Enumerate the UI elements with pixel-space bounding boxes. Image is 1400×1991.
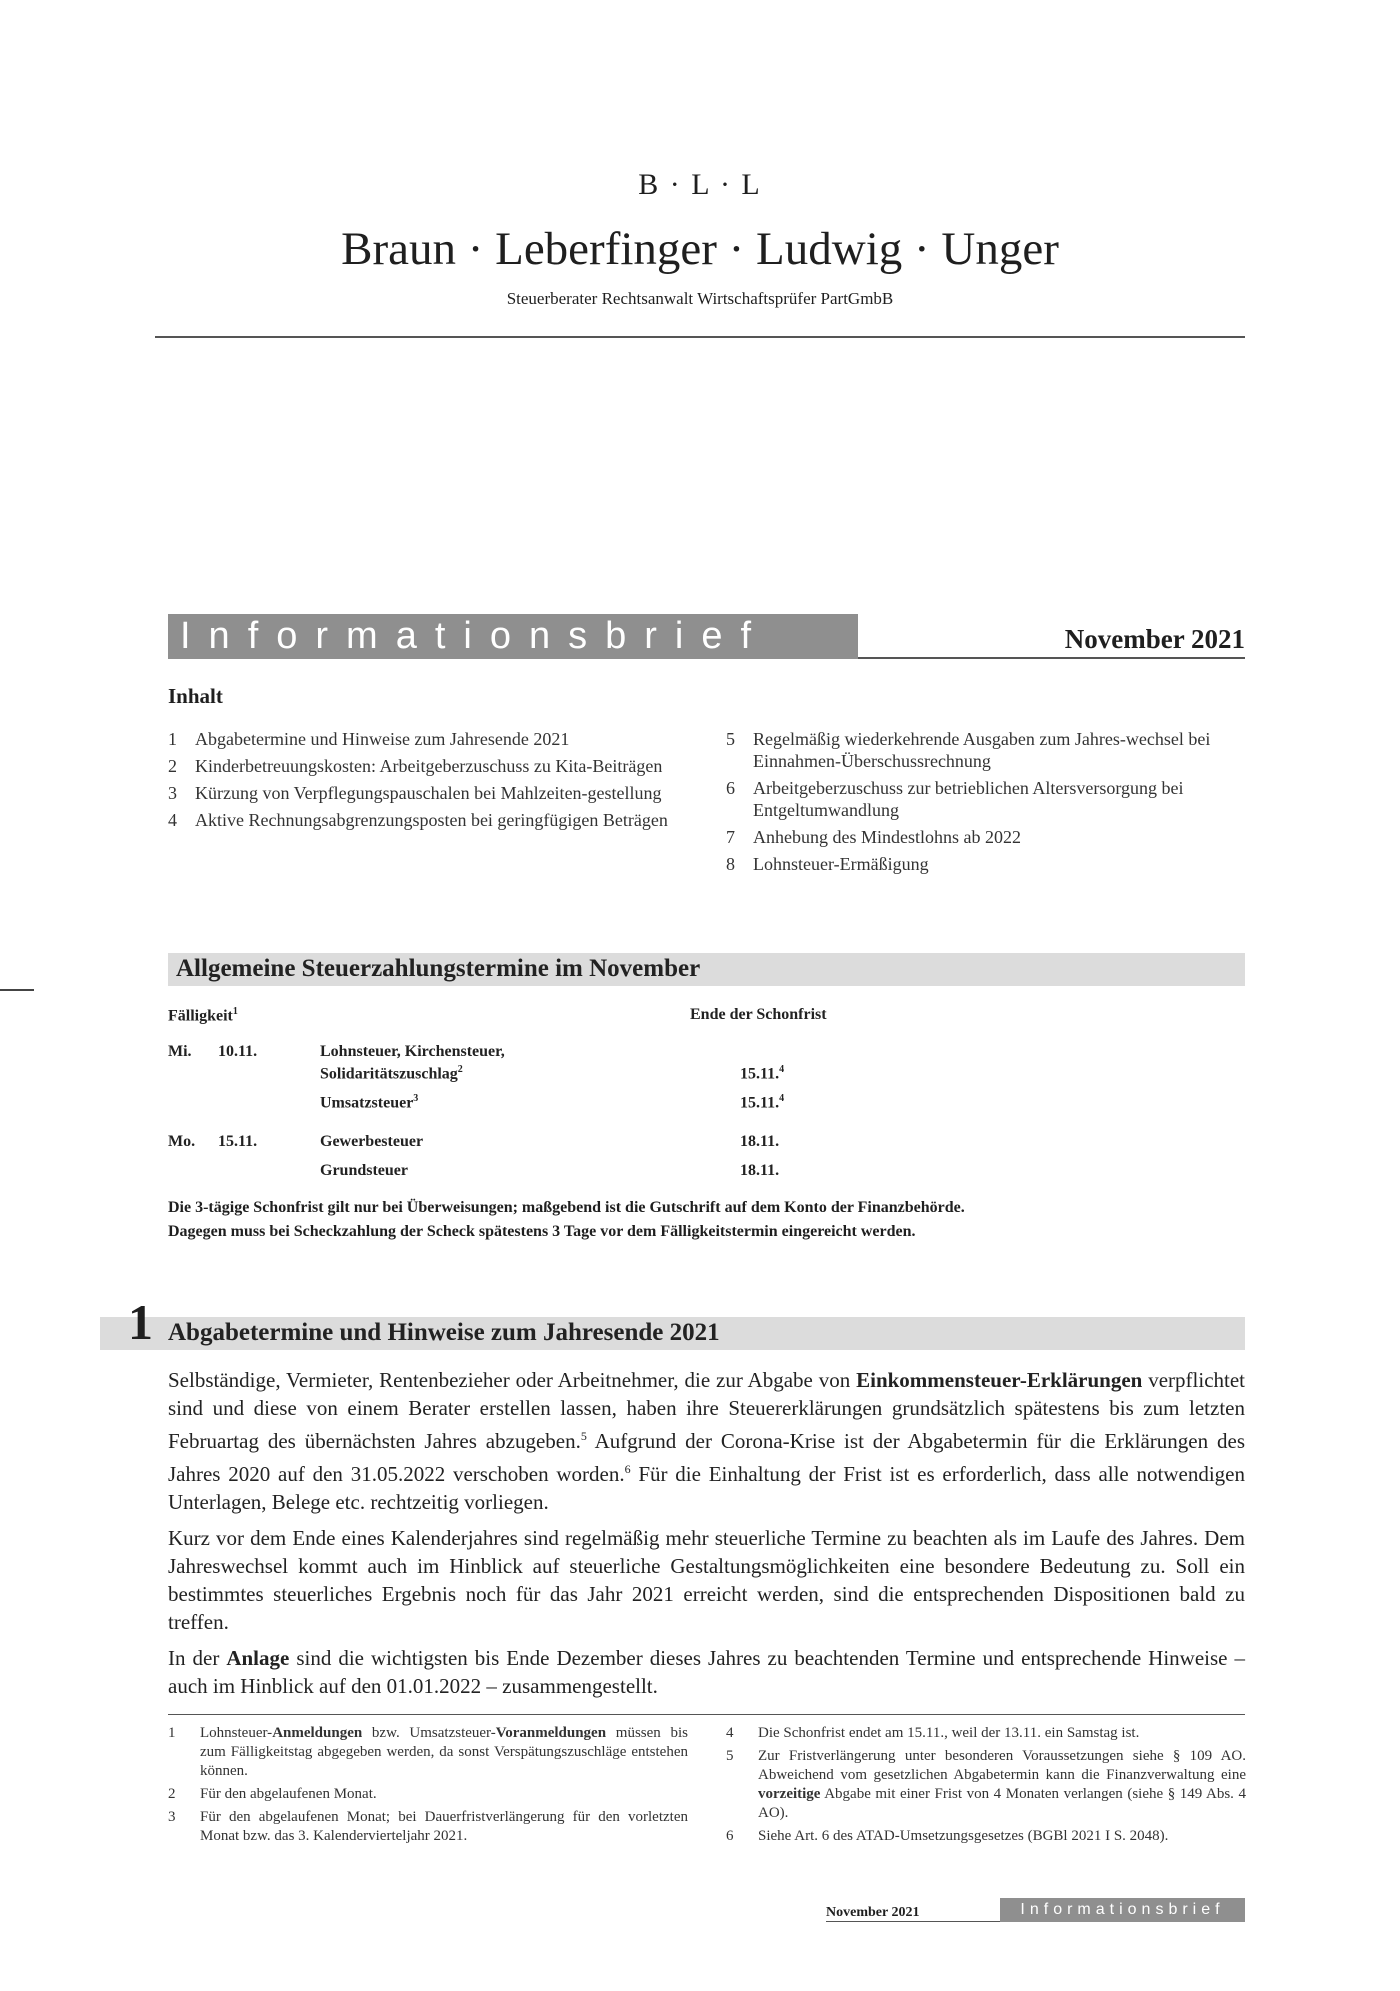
- footnotes-left: [168, 1724, 688, 1850]
- text: In der: [168, 1646, 227, 1670]
- section-number: 1: [128, 1294, 153, 1350]
- margin-tick: [0, 989, 34, 991]
- footnote-divider: [168, 1714, 1245, 1715]
- toc-item[interactable]: [726, 853, 1246, 875]
- firm-name: Braun · Leberfinger · Ludwig · Unger: [341, 223, 1059, 275]
- text: sind die wichtigsten bis Ende Dezember dieses Jahres zu beachtenden Termine und entsprechende Hinweise – auch im Hinblick auf den 01.01.2022 – zusammengestellt.: [168, 1646, 1245, 1698]
- footnote-text: Für den abgelaufenen Monat.: [200, 1786, 377, 1802]
- footnote-number: 1: [168, 1725, 176, 1741]
- toc-item-number: 2: [168, 756, 177, 776]
- toc-item-text: Kürzung von Verpflegungspauschalen bei Mahlzeiten-gestellung: [195, 783, 662, 803]
- toc-item[interactable]: [168, 755, 688, 777]
- footer-divider: [826, 1921, 1000, 1922]
- row3-date: 15.11.: [218, 1133, 258, 1150]
- row2-tax-label: Umsatzsteuer: [320, 1094, 414, 1112]
- toc-item-number: 7: [726, 827, 735, 847]
- row1-tax-a: Lohnsteuer, Kirchensteuer,: [320, 1043, 505, 1060]
- row3-tax: Gewerbesteuer: [320, 1133, 424, 1150]
- footnote: [168, 1724, 688, 1781]
- grace-note-1: Die 3-tägige Schonfrist gilt nur bei Überweisungen; maßgebend ist die Gutschrift auf dem Konto der Finanzbehörde.: [168, 1199, 965, 1216]
- payments-title: Allgemeine Steuerzahlungstermine im November: [176, 955, 701, 982]
- row1-date: 10.11.: [218, 1043, 258, 1060]
- toc-item-number: 6: [726, 778, 735, 798]
- footnote: [168, 1808, 688, 1846]
- text: Aufgrund der Corona-Krise ist der Abgabetermin für die Erklärungen des Jahres 2020 auf den 31.05.2022 verschoben worden.: [168, 1429, 1245, 1486]
- issue-date: November 2021: [1064, 624, 1245, 654]
- section1-header-bar: [168, 1317, 1245, 1350]
- row1-tax-b: [320, 1064, 463, 1083]
- bold-text: Voranmeldungen: [495, 1725, 607, 1741]
- footnote-text: Siehe Art. 6 des ATAD-Umsetzungsgesetzes (BGBl 2021 I S. 2048).: [758, 1828, 1169, 1844]
- footnote-ref: 1: [232, 1006, 238, 1017]
- footnote-text: [200, 1724, 688, 1781]
- footnote-ref: 5: [580, 1429, 587, 1443]
- banner-divider: [858, 657, 1245, 659]
- bold-text: Anlage: [226, 1646, 290, 1670]
- footer-banner: Informationsbrief: [1000, 1898, 1245, 1922]
- row3-grace: 18.11.: [740, 1133, 780, 1150]
- text: bzw. Umsatzsteuer-: [362, 1725, 496, 1741]
- toc-item[interactable]: [168, 728, 688, 750]
- payments-header-bar: [168, 953, 1245, 986]
- bold-text: Anmeldungen: [272, 1725, 363, 1741]
- toc-item-text: Aktive Rechnungsabgrenzungsposten bei geringfügigen Beträgen: [195, 810, 668, 830]
- bold-text: vorzeitige: [758, 1786, 821, 1802]
- toc-item-number: 8: [726, 854, 735, 874]
- footnote-number: 2: [168, 1786, 176, 1802]
- text: verpflichtet sind und diese von einem Berater erstellen lassen, haben ihre Steuererklärungen grundsätzlich spätestens bis zum letzten Februartag des übernächsten Jahres abzugeben.: [168, 1368, 1245, 1453]
- toc-item[interactable]: [726, 777, 1246, 821]
- toc-item-number: 3: [168, 783, 177, 803]
- col-grace-header: Ende der Schonfrist: [690, 1006, 827, 1023]
- paragraph: [168, 1366, 1245, 1516]
- footnote-ref: 4: [779, 1093, 785, 1104]
- col-due-header: [168, 1006, 238, 1025]
- footnote-number: 3: [168, 1809, 176, 1825]
- footnote-number: 5: [726, 1748, 734, 1764]
- toc-item-number: 4: [168, 810, 177, 830]
- row1-grace-date: 15.11.: [740, 1065, 780, 1083]
- toc-item[interactable]: [726, 826, 1246, 848]
- footnote: [726, 1747, 1246, 1823]
- col-due-label: Fälligkeit: [168, 1007, 233, 1025]
- paragraph: [168, 1644, 1245, 1700]
- letterhead-divider: [155, 336, 1245, 338]
- text: Zur Fristverlängerung unter besonderen Voraussetzungen siehe § 109 AO. Abweichend vom gesetzlichen Abgabetermin kann die Finanzverwaltung eine: [758, 1748, 1246, 1783]
- text: müssen bis zum Fälligkeitstag abgegeben werden, da sonst Verspätungszuschläge entstehen können.: [200, 1725, 688, 1779]
- row2-tax: [320, 1093, 418, 1112]
- paragraph: Kurz vor dem Ende eines Kalenderjahres sind regelmäßig mehr steuerliche Termine zu beachten als im Laufe des Jahres. Dem Jahreswechsel kommt auch im Hinblick auf steuerliche Gestaltungsmöglichkeiten eine besondere Bedeutung zu. Soll ein bestimmtes steuerliches Ergebnis noch für das Jahr 2021 erreicht werden, sind die entsprechenden Dispositionen bald zu treffen.: [168, 1526, 1245, 1634]
- footnote-ref: 3: [413, 1093, 419, 1104]
- footnote: [726, 1724, 1246, 1743]
- toc-item[interactable]: [168, 782, 688, 804]
- footnotes-right: [726, 1724, 1246, 1850]
- footnote-ref: 6: [624, 1462, 631, 1476]
- row4-grace: 18.11.: [740, 1162, 780, 1179]
- footnote-number: 4: [726, 1725, 734, 1741]
- row4-tax: Grundsteuer: [320, 1162, 408, 1179]
- footnote-ref: 4: [779, 1064, 785, 1075]
- grace-note-2: Dagegen muss bei Scheckzahlung der Scheck spätestens 3 Tage vor dem Fälligkeitstermin eingereicht werden.: [168, 1223, 916, 1240]
- toc-item-text: Abgabetermine und Hinweise zum Jahresende 2021: [195, 729, 570, 749]
- toc-item-text: Kinderbetreuungskosten: Arbeitgeberzuschuss zu Kita-Beiträgen: [195, 756, 663, 776]
- firm-subtitle: Steuerberater Rechtsanwalt Wirtschaftsprüfer PartGmbB: [506, 289, 894, 308]
- footnote-text: Für den abgelaufenen Monat; bei Dauerfristverlängerung für den vorletzten Monat bzw. das 3. Kalendervierteljahr 2021.: [200, 1809, 688, 1844]
- section1-body: [168, 1366, 1245, 1708]
- footnote: [726, 1827, 1246, 1846]
- row2-grace-date: 15.11.: [740, 1094, 780, 1112]
- toc-item[interactable]: [168, 809, 688, 831]
- toc-item-number: 1: [168, 729, 177, 749]
- row3-day: Mo.: [168, 1133, 196, 1150]
- toc-item-text: Arbeitgeberzuschuss zur betrieblichen Altersversorgung bei Entgeltumwandlung: [753, 778, 1184, 820]
- row1-grace: [740, 1064, 784, 1083]
- section1-title: Abgabetermine und Hinweise zum Jahresende 2021: [168, 1319, 720, 1346]
- text: Lohnsteuer-: [200, 1725, 273, 1741]
- toc-item-text: Anhebung des Mindestlohns ab 2022: [753, 827, 1021, 847]
- toc-item-text: Lohnsteuer-Ermäßigung: [753, 854, 929, 874]
- toc-title: Inhalt: [168, 684, 223, 708]
- footnote: [168, 1785, 688, 1804]
- text: Für die Einhaltung der Frist ist es erforderlich, dass alle notwendigen Unterlagen, Belege etc. rechtzeitig vorliegen.: [168, 1462, 1245, 1514]
- letterhead-abbreviation: B · L · L: [638, 168, 762, 201]
- text: Selbständige, Vermieter, Rentenbezieher oder Arbeitnehmer, die zur Abgabe von: [168, 1368, 857, 1392]
- footnote-text: Die Schonfrist endet am 15.11., weil der 13.11. ein Samstag ist.: [758, 1725, 1140, 1741]
- row2-grace: [740, 1093, 784, 1112]
- bold-text: Einkommensteuer-Erklärungen: [856, 1368, 1143, 1392]
- footnote-ref: 2: [457, 1064, 463, 1075]
- footer-date: November 2021: [826, 1905, 920, 1920]
- toc-right-column: [726, 728, 1246, 880]
- toc-item-text: Regelmäßig wiederkehrende Ausgaben zum Jahres-wechsel bei Einnahmen-Überschussrechnung: [753, 729, 1211, 771]
- text: Abgabe mit einer Frist von 4 Monaten verlangen (siehe § 149 Abs. 4 AO).: [758, 1786, 1246, 1821]
- row1-tax-b-label: Solidaritätszuschlag: [320, 1065, 458, 1083]
- footnote-text: [758, 1747, 1246, 1823]
- footnote-number: 6: [726, 1828, 734, 1844]
- newsletter-banner: Informationsbrief: [168, 614, 858, 659]
- toc-item[interactable]: [726, 728, 1246, 772]
- row1-day: Mi.: [168, 1043, 192, 1060]
- toc-left-column: [168, 728, 688, 836]
- toc-item-number: 5: [726, 729, 735, 749]
